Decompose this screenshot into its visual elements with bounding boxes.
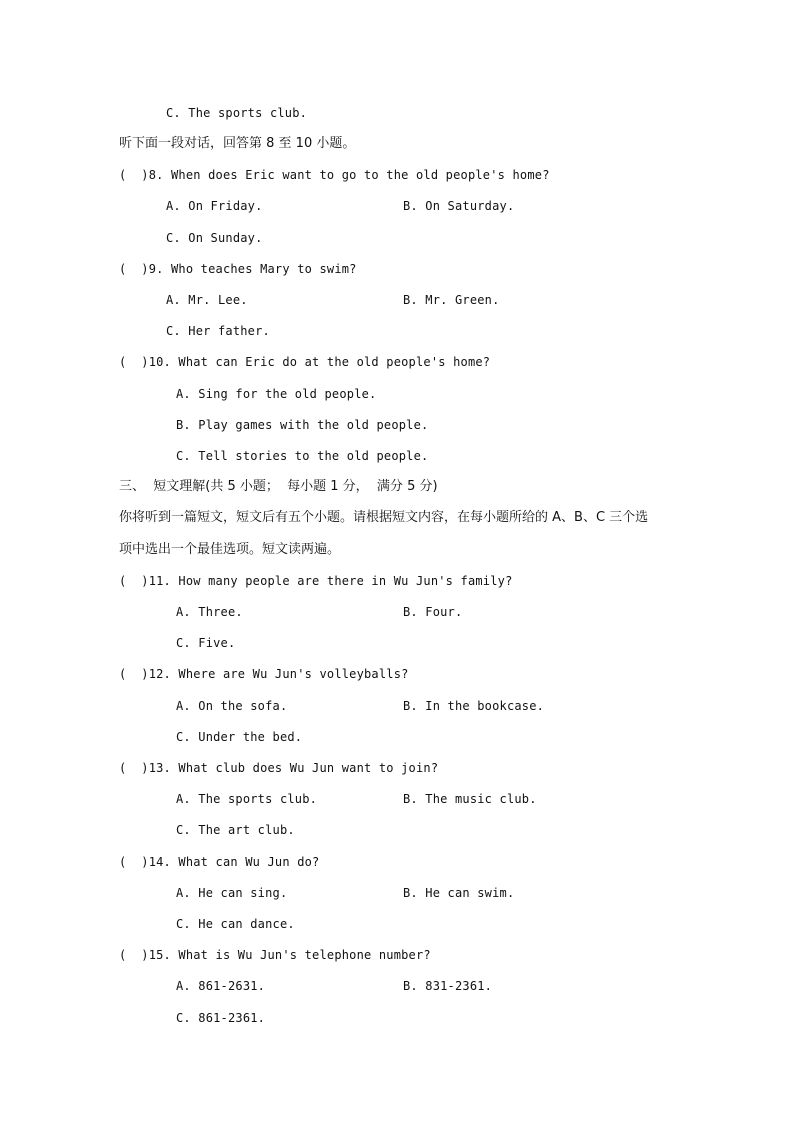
section-instruction-q8-10: 听下面一段对话，回答第 8 至 10 小题。 [119,136,356,151]
section-instruction-line-2: 项中选出一个最佳选项。短文读两遍。 [119,542,341,557]
question-10: ( )10. What can Eric do at the old people's home? [119,355,491,369]
option-a-q10: A. Sing for the old people. [176,387,377,401]
section-heading-3: 三、 短文理解(共 5 小题； 每小题 1 分， 满分 5 分) [119,479,438,494]
option-b-q15: B. 831-2361. [403,979,493,993]
option-a-q15: A. 861-2631. [176,979,266,993]
option-a-q14: A. He can sing. [176,886,288,900]
option-b-q12: B. In the bookcase. [403,699,545,713]
option-b-q14: B. He can swim. [403,886,515,900]
question-11: ( )11. How many people are there in Wu Jun's family? [119,574,513,588]
option-c-q10: C. Tell stories to the old people. [176,449,429,463]
option-c-q9: C. Her father. [166,324,270,338]
option-c-q12: C. Under the bed. [176,730,303,744]
option-a-q12: A. On the sofa. [176,699,288,713]
option-b-q11: B. Four. [403,605,463,619]
option-b-q9: B. Mr. Green. [403,293,500,307]
option-a-q9: A. Mr. Lee. [166,293,248,307]
question-14: ( )14. What can Wu Jun do? [119,855,320,869]
question-15: ( )15. What is Wu Jun's telephone number? [119,948,431,962]
option-c-q11: C. Five. [176,636,236,650]
option-c-q15: C. 861-2361. [176,1011,266,1025]
option-a-q8: A. On Friday. [166,199,263,213]
option-c-q8: C. On Sunday. [166,231,263,245]
option-b-q13: B. The music club. [403,792,537,806]
question-13: ( )13. What club does Wu Jun want to join? [119,761,439,775]
option-b-q8: B. On Saturday. [403,199,515,213]
option-c-q13: C. The art club. [176,823,295,837]
option-c-q14: C. He can dance. [176,917,295,931]
option-a-q13: A. The sports club. [176,792,318,806]
section-instruction-line-1: 你将听到一篇短文，短文后有五个小题。请根据短文内容，在每小题所给的 A、B、C 三个选 [119,510,649,525]
question-8: ( )8. When does Eric want to go to the old people's home? [119,168,550,182]
option-a-q11: A. Three. [176,605,243,619]
question-12: ( )12. Where are Wu Jun's volleyballs? [119,667,409,681]
option-b-q10: B. Play games with the old people. [176,418,429,432]
question-9: ( )9. Who teaches Mary to swim? [119,262,357,276]
option-c-q7: C. The sports club. [166,106,308,120]
